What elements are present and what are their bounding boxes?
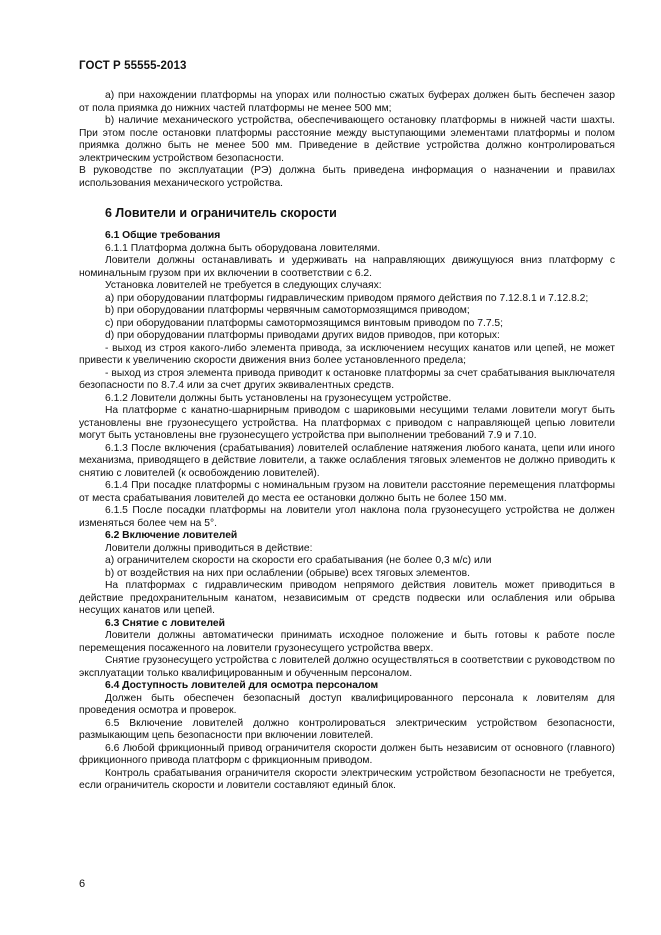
paragraph-6-1-4: 6.1.4 При посадке платформы с номинальным грузом на ловители расстояние перемещения платформы от места срабатывания ловителей до места ее остановки должно быть не более 150 мм. (79, 480, 615, 504)
paragraph-6-3-b: Снятие грузонесущего устройства с ловителей должно осуществляться в соответствии с руководством по эксплуатации только квалифицированным и обученным персоналом. (79, 655, 615, 679)
paragraph-6-1-1-c: Установка ловителей не требуется в следующих случаях: (105, 280, 382, 291)
paragraph-6-1-1-f: c) при оборудовании платформы самотормозящимся винтовым приводом по 7.7.5; (105, 317, 503, 329)
paragraph-6-2-a: Ловители должны приводиться в действие: (105, 542, 313, 554)
subsection-title-6-1: 6.1 Общие требования (105, 230, 221, 241)
paragraph-6-1-1-h: - выход из строя какого-либо элемента привода, за исключением несущих канатов или цепей, не может привести к увеличению скорости движения вниз более установленного предела; (79, 342, 615, 366)
paragraph-6-1-2-b: На платформе с канатно-шарнирным приводом с шариковыми несущими телами ловители могут быть установлены вне грузонесущего устройства. На платформах с приводом с направляющей цепью ловители могут быть установлены вне грузонесущего устройства при выполнении требований 7.9 и 7.10. (79, 405, 615, 441)
document-body (79, 90, 615, 793)
paragraph-a-clearance: а) при нахождении платформы на упорах или полностью сжатых буферах должен быть беспечен зазор от пола приямка до нижних частей платформы не менее 500 мм; (79, 90, 615, 114)
paragraph-6-6: 6.6 Любой фрикционный привод ограничителя скорости должен быть независим от основного (главного) фрикционного привода платформ с фрикционным приводом. (79, 742, 615, 766)
paragraph-6-6-b: Контроль срабатывания ограничителя скорости электрическим устройством безопасности не требуется, если ограничитель скорости и ловители составляют единый блок. (79, 767, 615, 791)
paragraph-6-1-1-i: - выход из строя элемента привода приводит к остановке платформы за счет срабатывания выключателя безопасности по 8.7.4 или за счет других эквивалентных средств. (79, 367, 615, 391)
paragraph-6-1-1-e: b) при оборудовании платформы червячным самотормозящимся приводом; (105, 305, 470, 316)
section-title-6: 6 Ловители и ограничитель скорости (105, 206, 337, 220)
paragraph-6-1-2: 6.1.2 Ловители должны быть установлены на грузонесущем устройстве. (105, 392, 452, 404)
subsection-title-6-4: 6.4 Доступность ловителей для осмотра персоналом (105, 680, 379, 691)
paragraph-6-1-1: 6.1.1 Платформа должна быть оборудована ловителями. (105, 242, 381, 254)
paragraph-6-1-1-g: d) при оборудовании платформы приводами других видов приводов, при которых: (105, 330, 500, 341)
paragraph-6-5: 6.5 Включение ловителей должно контролироваться электрическим устройством безопасности, размыкающим цепь безопасности при включении ловителей. (79, 717, 615, 741)
paragraph-6-2-c: b) от воздействия на них при ослаблении (обрыве) всех тяговых элементов. (105, 567, 470, 579)
paragraph-6-1-1-b: Ловители должны останавливать и удерживать на направляющих движущуюся вниз платформу с номинальным грузом при их включении в соответствии с 6.2. (79, 255, 615, 279)
paragraph-manual-info: В руководстве по эксплуатации (РЭ) должна быть приведена информация о назначении и правилах использования механического устройства. (79, 165, 615, 189)
paragraph-b-mechanical-device: b) наличие механического устройства, обеспечивающего остановку платформы в нижней части шахты. При этом после остановки платформы расстояние между выступающими элементами платформы и полом приямка должно быть не менее 500 мм. Приведение в действие устройства должно контролироваться электрическим устройством безопасности. (79, 115, 615, 164)
paragraph-6-2-b: а) ограничителем скорости на скорости его срабатывания (не более 0,3 м/с) или (105, 555, 492, 566)
page-number: 6 (79, 878, 86, 890)
subsection-title-6-3: 6.3 Снятие с ловителей (105, 617, 225, 629)
paragraph-6-3-a: Ловители должны автоматически принимать исходное положение и быть готовы к работе после перемещения посаженного на ловители грузонесущего устройства вверх. (79, 630, 615, 654)
paragraph-6-1-3: 6.1.3 После включения (срабатывания) ловителей ослабление натяжения любого каната, цепи или иного механизма, приводящего в действие ловители, а также ослабления тяговых элементов не должно приводить к снятию с ловителей (к освобождению ловителей). (79, 442, 615, 479)
subsection-title-6-2: 6.2 Включение ловителей (105, 530, 238, 541)
paragraph-6-1-5: 6.1.5 После посадки платформы на ловители угол наклона пола грузонесущего устройства не должен изменяться более чем на 5°. (79, 505, 615, 529)
document-header: ГОСТ Р 55555-2013 (79, 60, 187, 72)
paragraph-6-1-1-d: а) при оборудовании платформы гидравлическим приводом прямого действия по 7.12.8.1 и 7.12.8.2; (105, 292, 589, 304)
paragraph-6-2-d: На платформах с гидравлическим приводом непрямого действия ловитель может приводиться в действие предохранительным канатом, независимым от средств подвески или ослабления или обрыва несущих канатов или цепей. (79, 580, 615, 616)
paragraph-6-4-a: Должен быть обеспечен безопасный доступ квалифицированного персонала к ловителям для проведения осмотра и проверок. (79, 692, 615, 716)
